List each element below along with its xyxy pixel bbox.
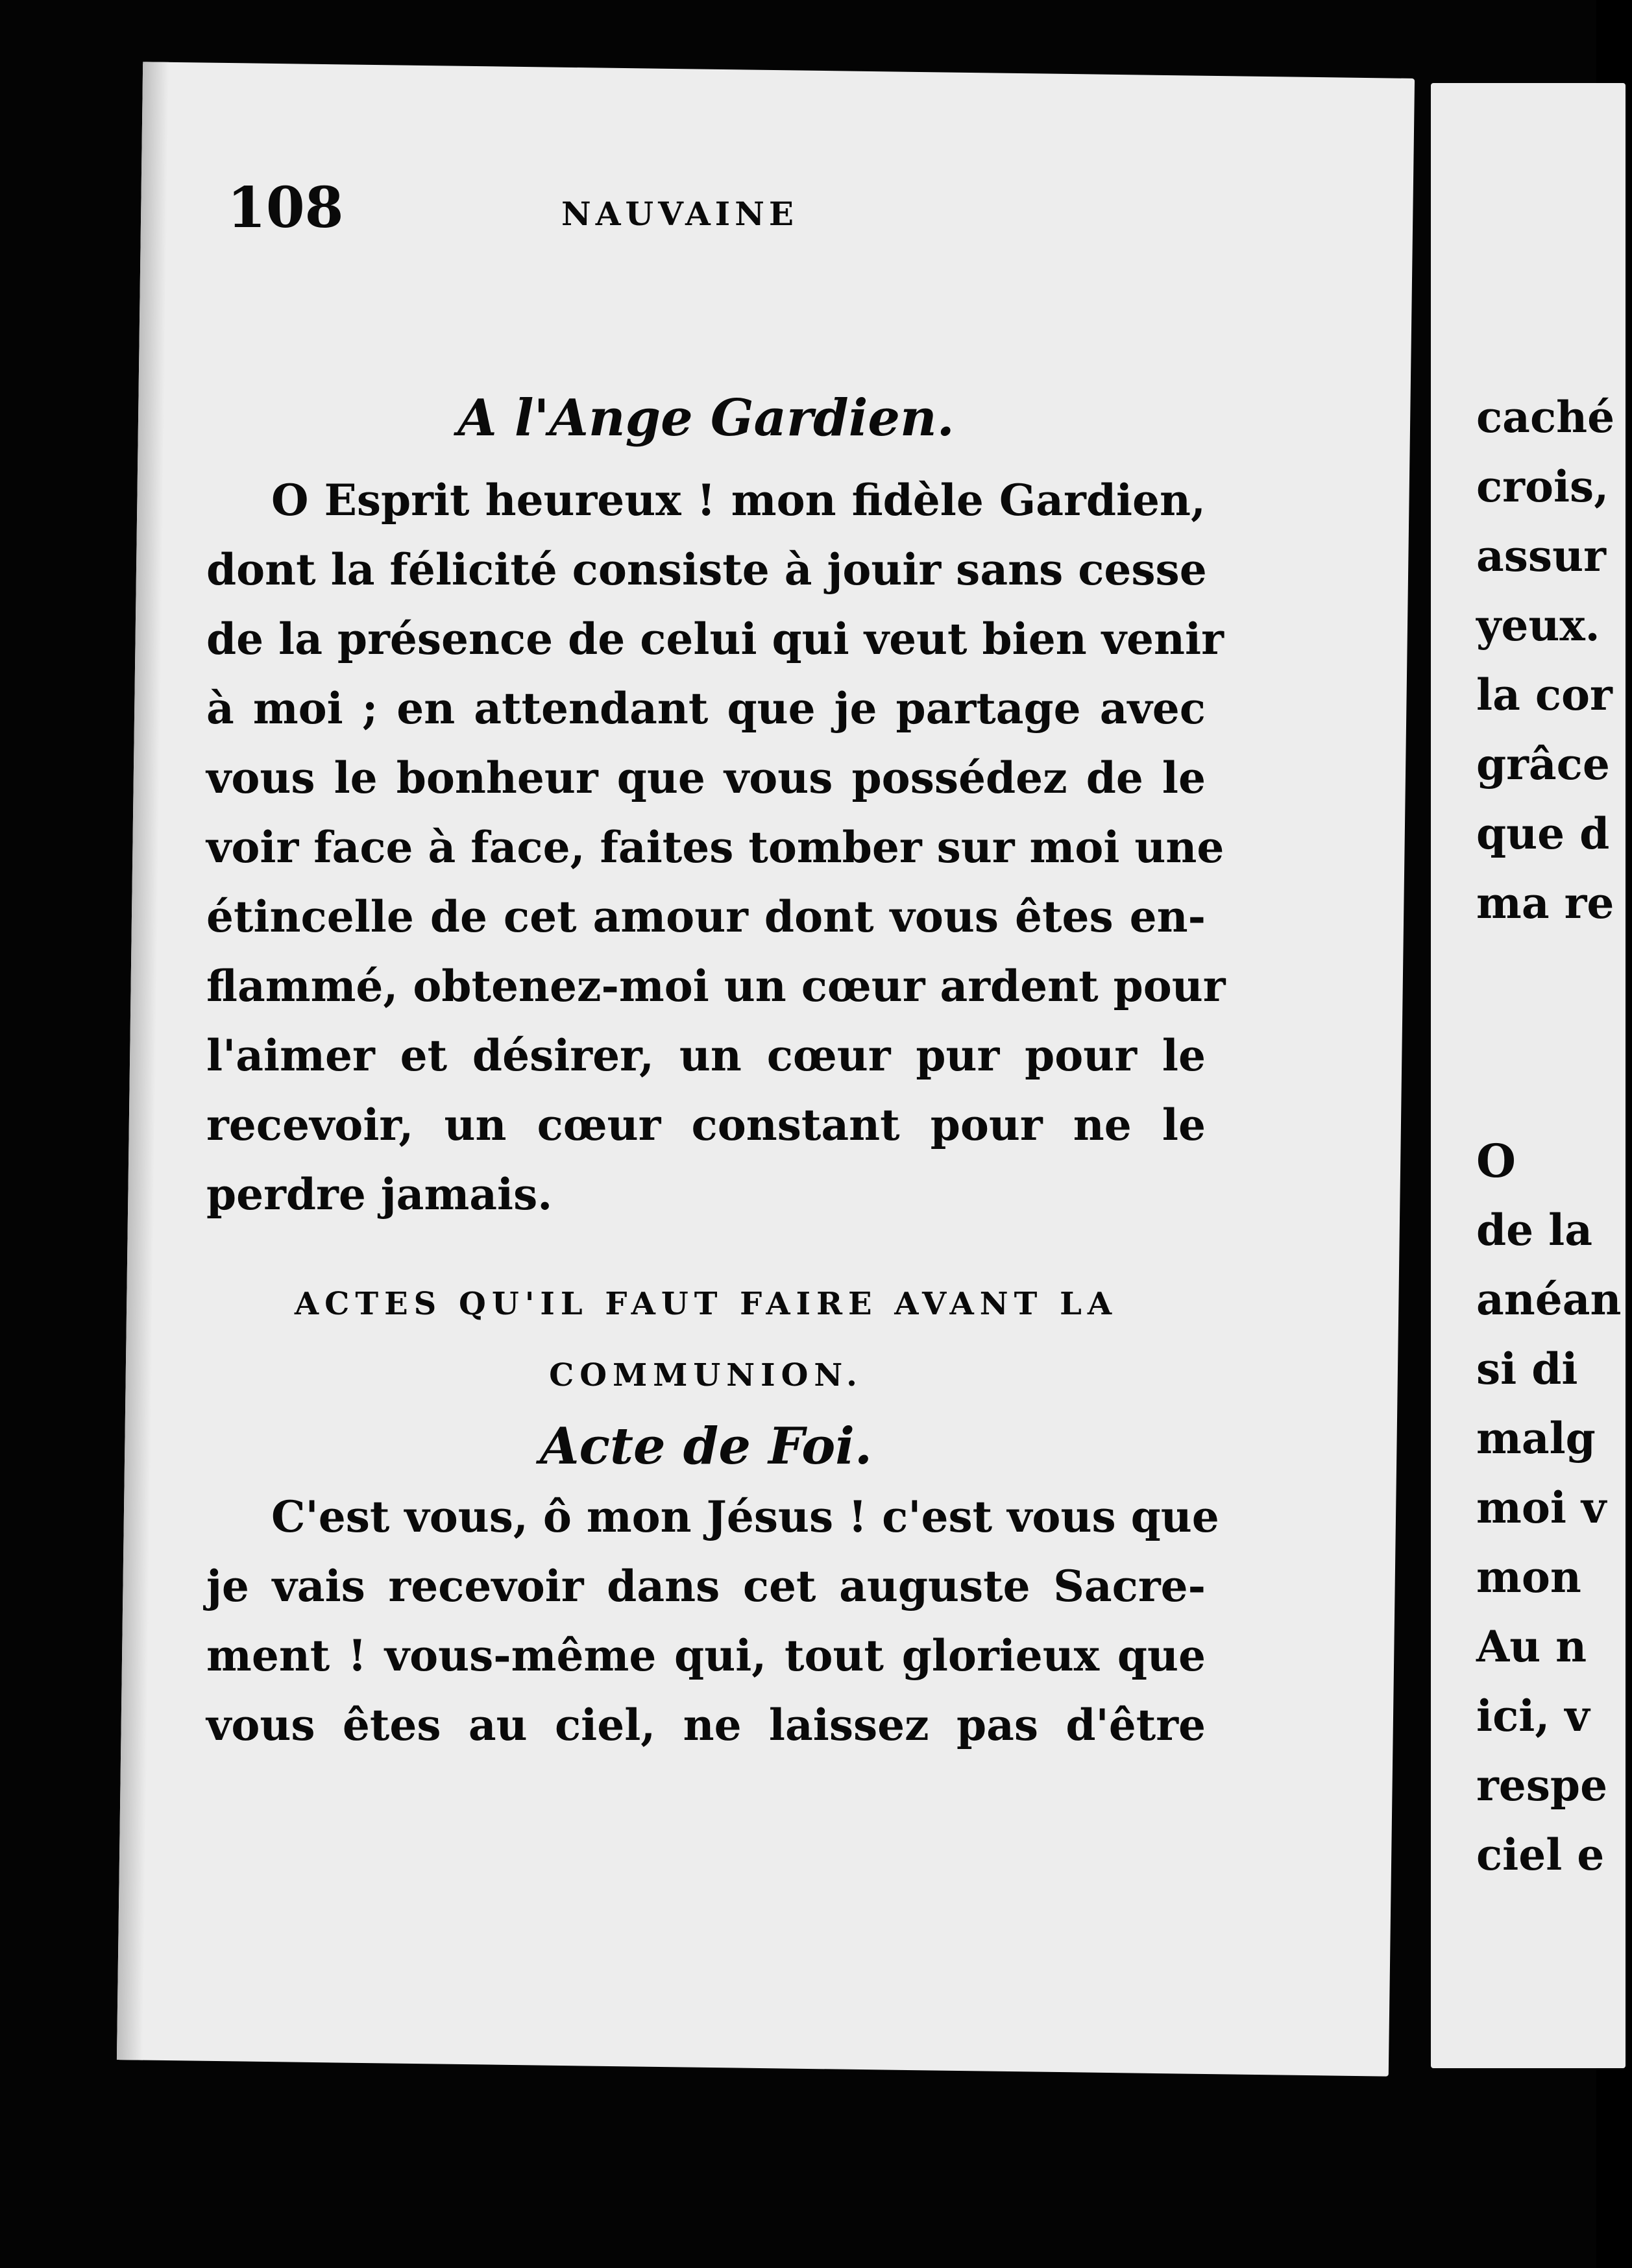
text-line: étincelle de cet amour dont vous êtes en- <box>206 891 1206 942</box>
section-heading-actes: ACTES QU'IL FAUT FAIRE AVANT LA <box>294 1286 1118 1322</box>
text-line: flammé, obtenez-moi un cœur ardent pour <box>206 961 1226 1011</box>
page-edge-shadow <box>117 62 169 2060</box>
fragment-line: la cor <box>1476 670 1613 720</box>
text-line: recevoir, un cœur constant pour ne le <box>206 1100 1206 1150</box>
page-number: 108 <box>227 175 344 241</box>
text-line: à moi ; en attendant que je partage avec <box>206 683 1206 734</box>
fragment-line: O <box>1476 1134 1516 1188</box>
section-subtitle-acte-de-foi: Acte de Foi. <box>539 1417 873 1476</box>
text-line: de la présence de celui qui veut bien venir <box>206 614 1224 664</box>
text-line: ment ! vous-même qui, tout glorieux que <box>206 1630 1206 1681</box>
text-line: C'est vous, ô mon Jésus ! c'est vous que <box>271 1491 1219 1542</box>
fragment-line: ici, v <box>1476 1691 1590 1741</box>
section-title-ange-gardien: A l'Ange Gardien. <box>457 389 955 448</box>
fragment-line: crois, <box>1476 461 1609 512</box>
text-line: l'aimer et désirer, un cœur pur pour le <box>206 1030 1206 1081</box>
fragment-line: Au n <box>1476 1621 1587 1672</box>
fragment-line: si di <box>1476 1344 1578 1394</box>
text-line: dont la félicité consiste à jouir sans cesse <box>206 544 1207 595</box>
fragment-line: grâce <box>1476 739 1610 790</box>
paragraph-acte-de-foi <box>206 1482 1219 1760</box>
fragment-line: ciel e <box>1476 1829 1605 1880</box>
text-line: vous êtes au ciel, ne laissez pas d'être <box>206 1700 1206 1750</box>
fragment-line: respe <box>1476 1760 1608 1811</box>
text-line: perdre jamais. <box>206 1169 553 1220</box>
running-title: NAUVAINE <box>561 195 799 233</box>
facing-page-text-fragment <box>1476 383 1632 1890</box>
fragment-line: malg <box>1476 1413 1596 1464</box>
main-text-column <box>206 383 1226 1760</box>
fragment-line: yeux. <box>1476 600 1600 651</box>
text-line: voir face à face, faites tomber sur moi une <box>206 822 1224 873</box>
fragment-line: anéan <box>1476 1274 1622 1325</box>
text-line: O Esprit heureux ! mon fidèle Gardien, <box>271 475 1206 525</box>
fragment-line: de la <box>1476 1205 1592 1255</box>
paragraph-ange-gardien <box>206 466 1226 1229</box>
fragment-line: caché <box>1476 392 1615 442</box>
section-heading-communion: COMMUNION. <box>549 1357 863 1393</box>
fragment-line: ma re <box>1476 878 1614 928</box>
fragment-line: que d <box>1476 808 1610 859</box>
running-head <box>227 175 1265 259</box>
text-line: je vais recevoir dans cet auguste Sacre- <box>206 1561 1206 1611</box>
text-line: vous le bonheur que vous possédez de le <box>206 753 1206 803</box>
fragment-line: moi v <box>1476 1482 1607 1533</box>
fragment-gap <box>1476 938 1632 1126</box>
fragment-line: assur <box>1476 531 1606 581</box>
fragment-line: mon <box>1476 1552 1581 1602</box>
